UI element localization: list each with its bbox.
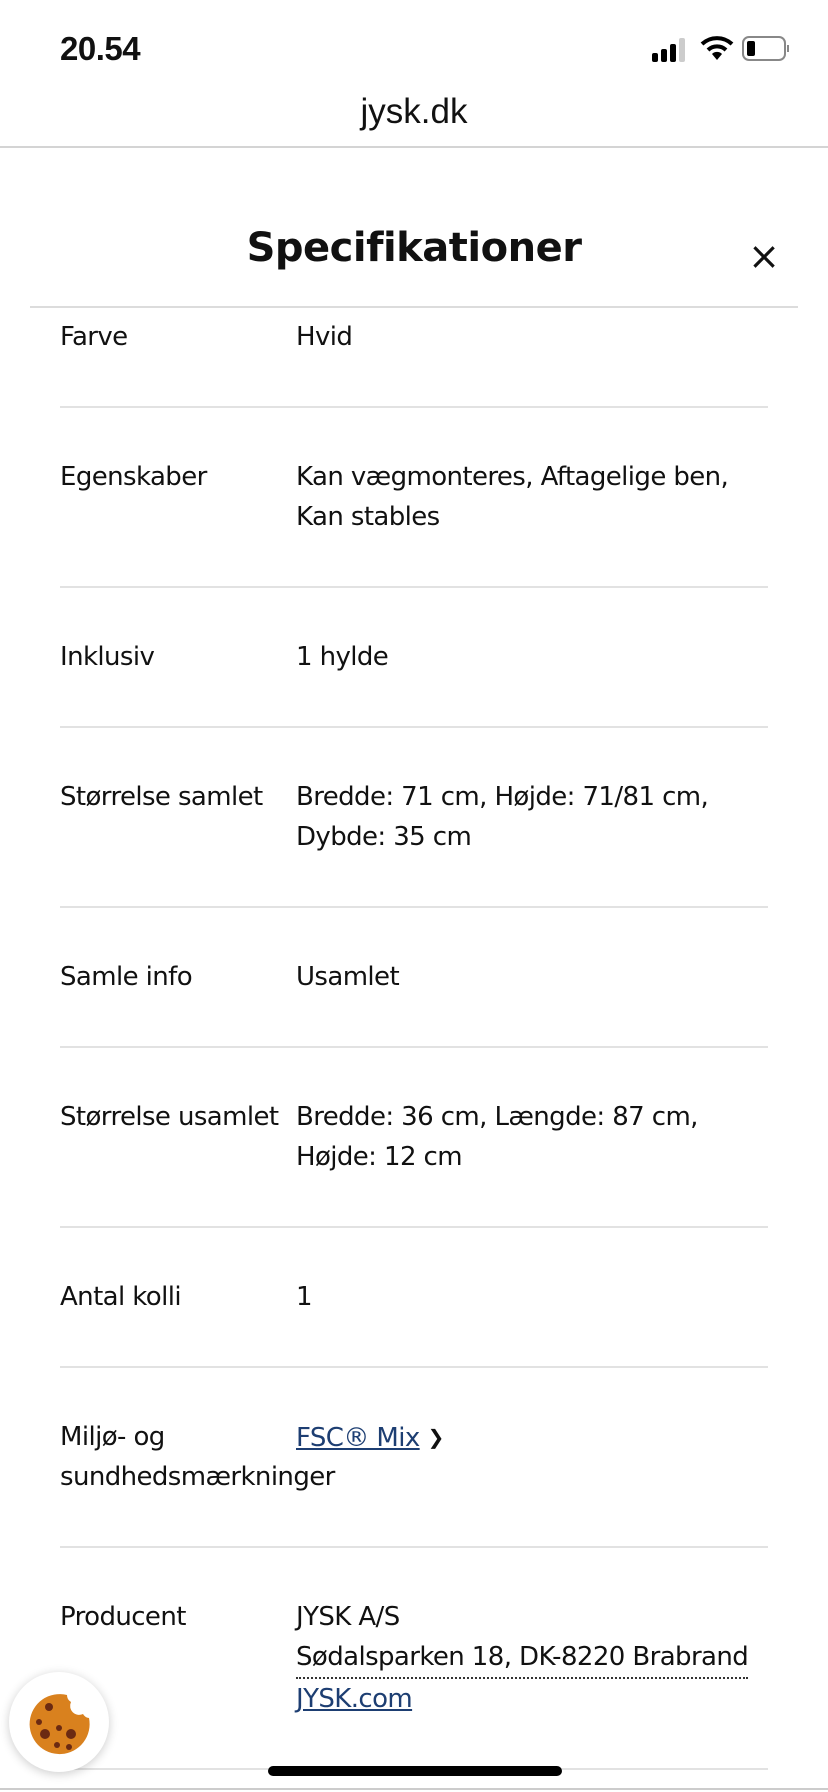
spec-row [60, 1228, 768, 1368]
spec-value: Bredde: 71 cm, Højde: 71/81 cm, Dybde: 35 cm [296, 782, 709, 852]
producer-name: JYSK A/S [296, 1602, 400, 1632]
producer-address: Sødalsparken 18, DK-8220 Brabrand [296, 1637, 748, 1679]
spec-value: 1 hylde [296, 642, 389, 672]
status-time: 20.54 [60, 30, 141, 67]
modal-title: Specifikationer [246, 225, 582, 271]
spec-label: Inklusiv [60, 642, 155, 672]
producer-website-link[interactable]: JYSK.com [296, 1684, 413, 1714]
spec-label: Producent [60, 1602, 186, 1632]
spec-value: Usamlet [296, 962, 400, 992]
spec-row [60, 728, 768, 908]
spec-row [60, 588, 768, 728]
close-button[interactable]: × [748, 234, 780, 278]
spec-row [60, 408, 768, 588]
spec-value: Kan vægmonteres, Aftagelige ben, Kan stables [296, 462, 729, 532]
divider [0, 1788, 828, 1790]
divider [0, 146, 828, 148]
spec-row [60, 308, 768, 408]
spec-value: Hvid [296, 322, 353, 352]
spec-label: Farve [60, 322, 128, 352]
address-bar-url[interactable]: jysk.dk [360, 92, 468, 131]
cookie-icon [9, 1672, 109, 1772]
spec-row [60, 908, 768, 1048]
wifi-icon [700, 34, 734, 62]
cookie-settings-button[interactable] [9, 1672, 109, 1772]
signal-icon [652, 38, 690, 62]
battery-icon [742, 36, 790, 61]
spec-label: Størrelse samlet [60, 782, 263, 812]
spec-label: Størrelse usamlet [60, 1102, 279, 1132]
home-indicator [268, 1766, 562, 1776]
spec-value: 1 [296, 1282, 312, 1312]
spec-row [60, 1548, 768, 1770]
spec-label: Antal kolli [60, 1282, 181, 1312]
spec-row [60, 1368, 768, 1548]
spec-label: Egenskaber [60, 462, 207, 492]
spec-label: Miljø- og sundhedsmærkninger [60, 1422, 335, 1492]
spec-label: Samle info [60, 962, 193, 992]
spec-list[interactable] [0, 308, 828, 1792]
chevron-down-icon[interactable]: ❯ [427, 1425, 444, 1449]
spec-row [60, 1048, 768, 1228]
status-bar [0, 0, 828, 90]
fsc-mix-link[interactable]: FSC® Mix [296, 1423, 420, 1453]
spec-value: Bredde: 36 cm, Længde: 87 cm, Højde: 12 cm [296, 1102, 698, 1172]
